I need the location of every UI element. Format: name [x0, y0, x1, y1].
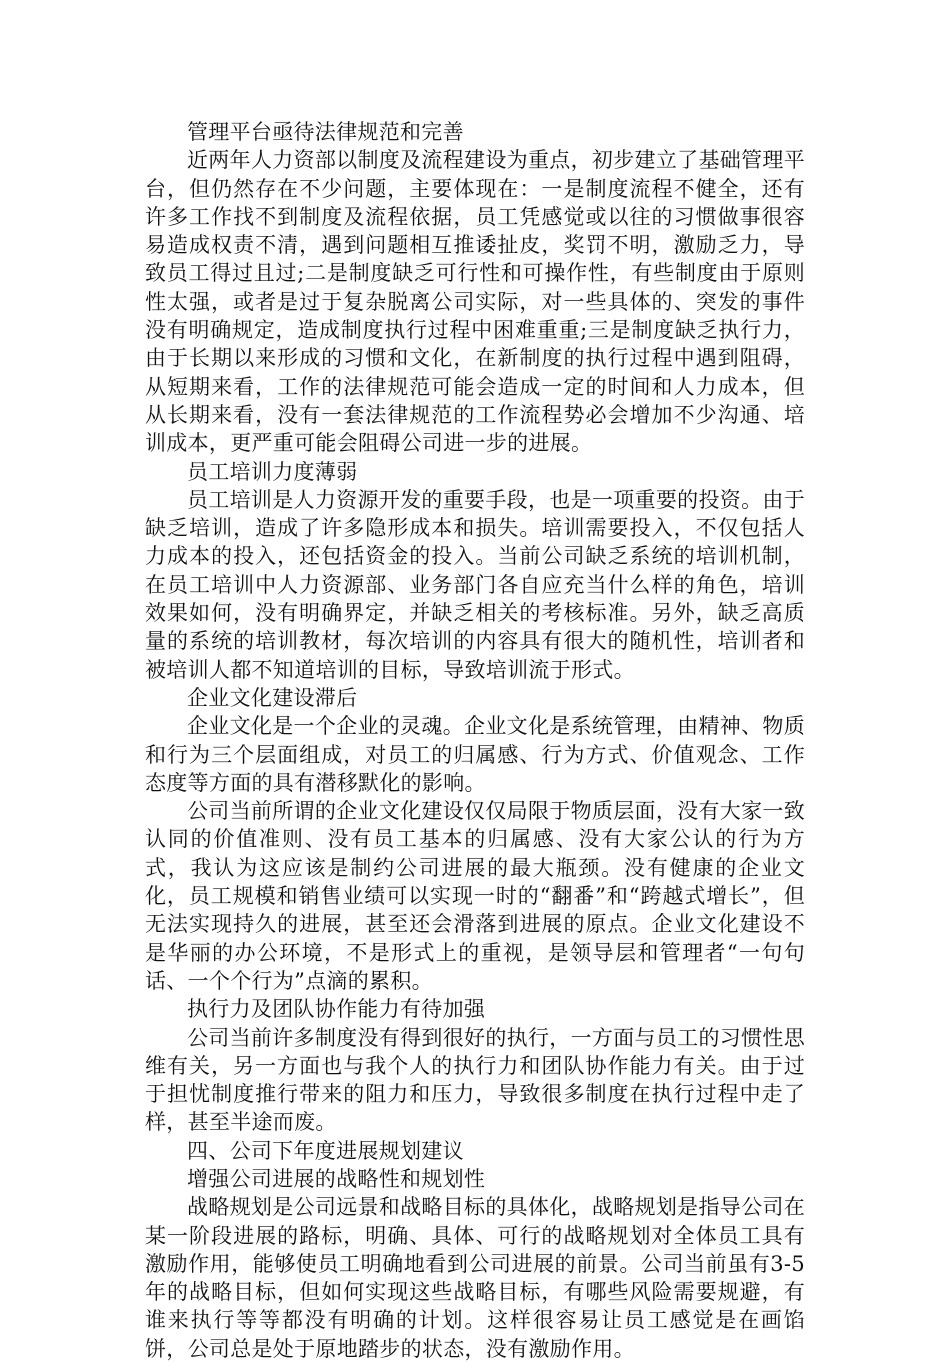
section-heading-execution: 执行力及团队协作能力有待加强: [187, 997, 486, 1022]
paragraph-training: 员工培训是人力资源开发的重要手段，也是一项重要的投资。由于缺乏培训，造成了许多隐形成本和损失。培训需要投入，不仅包括人力成本的投入，还包括资金的投入。当前公司缺乏系统的培训机制，在员工培训中人力资源部、业务部门各自应充当什么样的角色，培训效果如何，没有明确界定，并缺乏相关的考核标准。另外，缺乏高质量的系统的培训教材，每次培训的内容具有很大的随机性，培训者和被培训人都不知道培训的目标，导致培训流于形式。: [145, 487, 805, 682]
paragraph-culture-intro: 企业文化是一个企业的灵魂。企业文化是系统管理，由精神、物质和行为三个层面组成，对员工的归属感、行为方式、价值观念、工作态度等方面的具有潜移默化的影响。: [145, 714, 805, 795]
section-heading-management-platform: 管理平台亟待法律规范和完善: [187, 120, 464, 144]
section-heading-strategy: 增强公司进展的战略性和规划性: [187, 1166, 486, 1191]
paragraph-execution: 公司当前许多制度没有得到很好的执行，一方面与员工的习惯性思维有关，另一方面也与我个人的执行力和团队协作能力有关。由于过于担忧制度推行带来的阻力和压力，导致很多制度在执行过程中走了样，甚至半途而废。: [145, 1025, 805, 1135]
section-heading-plan: 四、公司下年度进展规划建议: [187, 1138, 464, 1163]
section-heading-training: 员工培训力度薄弱: [187, 459, 358, 484]
paragraph-culture-status: 公司当前所谓的企业文化建设仅仅局限于物质层面，没有大家一致认同的价值准则、没有员工基本的归属感、没有大家公认的行为方式，我认为这应该是制约公司进展的最大瓶颈。没有健康的企业文化，员工规模和销售业绩可以实现一时的“翻番”和“跨越式增长”，但无法实现持久的进展，甚至还会滑落到进展的原点。企业文化建设不是华丽的办公环境，不是形式上的重视，是领导层和管理者“一句句话、一个个行为”点滴的累积。: [145, 799, 805, 993]
section-heading-culture: 企业文化建设滞后: [187, 685, 358, 710]
paragraph-strategy: 战略规划是公司远景和战略目标的具体化，战略规划是指导公司在某一阶段进展的路标，明确、具体、可行的战略规划对全体员工具有激励作用，能够使员工明确地看到公司进展的前景。公司当前虽有3-5年的战略目标，但如何实现这些战略目标，有哪些风险需要规避，有谁来执行等等都没有明确的计划。这样很容易让员工感觉是在画馅饼，公司总是处于原地踏步的状态，没有激励作用。: [145, 1195, 805, 1361]
paragraph-management-platform: 近两年人力资部以制度及流程建设为重点，初步建立了基础管理平台，但仍然存在不少问题，主要体现在：一是制度流程不健全，还有许多工作找不到制度及流程依据，员工凭感觉或以往的习惯做事很容易造成权责不清，遇到问题相互推诿扯皮，奖罚不明，激励乏力，导致员工得过且过;二是制度缺乏可行性和可操作性，有些制度由于原则性太强，或者是过于复杂脱离公司实际，对一些具体的、突发的事件没有明确规定，造成制度执行过程中困难重重;三是制度缺乏执行力，由于长期以来形成的习惯和文化，在新制度的执行过程中遇到阻碍，从短期来看，工作的法律规范可能会造成一定的时间和人力成本，但从长期来看，没有一套法律规范的工作流程势必会增加不少沟通、培训成本，更严重可能会阻碍公司进一步的进展。: [145, 148, 805, 456]
document-body: [145, 118, 805, 1363]
